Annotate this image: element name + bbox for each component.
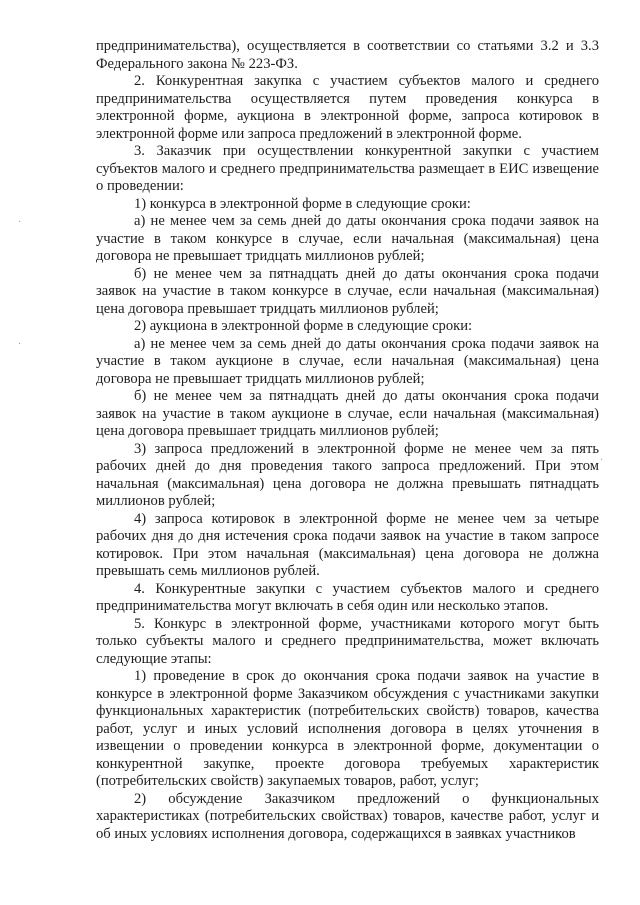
scan-artifact: ·	[600, 455, 604, 466]
paragraph-3-item-1: 1) конкурса в электронной форме в следующие сроки:	[134, 195, 471, 212]
paragraph-5: 5. Конкурс в электронной форме, участниками которого могут быть только субъекты малого и среднего предпринимательства, может включать следующие этапы:	[96, 615, 599, 667]
paragraph-5-item-1: 1) проведение в срок до окончания срока подачи заявок на участие в конкурсе в электронной форме Заказчиком обсуждения с участниками закупки функциональных характеристик (потребительских свойств) товаров, качества работ, услуг и иных условий исполнения договора в целях уточнения в извещении о проведении конкурса в электронной форме, документации о конкурентной закупке, проекте договора требуемых характеристик (потребительских свойств) закупаемых товаров, работ, услуг;	[96, 668, 599, 789]
paragraph-3-item-3: 3) запроса предложений в электронной форме не менее чем за пять рабочих дней до дня проведения такого запроса предложений. При этом начальная (максимальная) цена договора не должна превышать пятнадцать миллионов рублей;	[96, 440, 599, 509]
paragraph-continuation: предпринимательства), осуществляется в соответствии со статьями 3.2 и 3.3 Федерального закона № 223-ФЗ.	[96, 38, 599, 72]
paragraph-3-item-4: 4) запроса котировок в электронной форме не менее чем за четыре рабочих дня до дня истечения срока подачи заявок на участие в таком запросе котировок. При этом начальная (максимальная) цена договора не должна превышать семь миллионов рублей.	[96, 510, 599, 579]
paragraph-2: 2. Конкурентная закупка с участием субъектов малого и среднего предпринимательства осуществляется путем проведения конкурса в электронной форме, аукциона в электронной форме, запроса котировок в электронной форме или запроса предложений в электронной форме.	[96, 73, 599, 142]
paragraph-4: 4. Конкурентные закупки с участием субъектов малого и среднего предпринимательства могут включать в себя один или несколько этапов.	[96, 580, 599, 614]
paragraph-3-item-1a: а) не менее чем за семь дней до даты окончания срока подачи заявок на участие в таком конкурсе в случае, если начальная (максимальная) цена договора не превышает тридцать миллионов рублей;	[96, 213, 599, 264]
document-body	[96, 38, 599, 843]
paragraph-3-item-1b: б) не менее чем за пятнадцать дней до даты окончания срока подачи заявок на участие в таком конкурсе в случае, если начальная (максимальная) цена договора превышает тридцать миллионов рублей;	[96, 265, 599, 317]
paragraph-3: 3. Заказчик при осуществлении конкурентной закупки с участием субъектов малого и среднего предпринимательства размещает в ЕИС извещение о проведении:	[96, 143, 599, 194]
scan-artifact: ·	[18, 217, 22, 228]
paragraph-5-item-2: 2) обсуждение Заказчиком предложений о функциональных характеристиках (потребительских свойствах) товаров, качестве работ, услуг и об иных условиях исполнения договора, содержащихся в заявках участников	[96, 790, 599, 842]
paragraph-3-item-2a: а) не менее чем за семь дней до даты окончания срока подачи заявок на участие в таком аукционе в случае, если начальная (максимальная) цена договора не превышает тридцать миллионов рублей;	[96, 335, 599, 387]
paragraph-3-item-2b: б) не менее чем за пятнадцать дней до даты окончания срока подачи заявок на участие в таком аукционе в случае, если начальная (максимальная) цена договора превышает тридцать миллионов рублей;	[96, 388, 599, 439]
paragraph-3-item-2: 2) аукциона в электронной форме в следующие сроки:	[134, 318, 473, 334]
scan-artifact: ·	[18, 339, 22, 350]
